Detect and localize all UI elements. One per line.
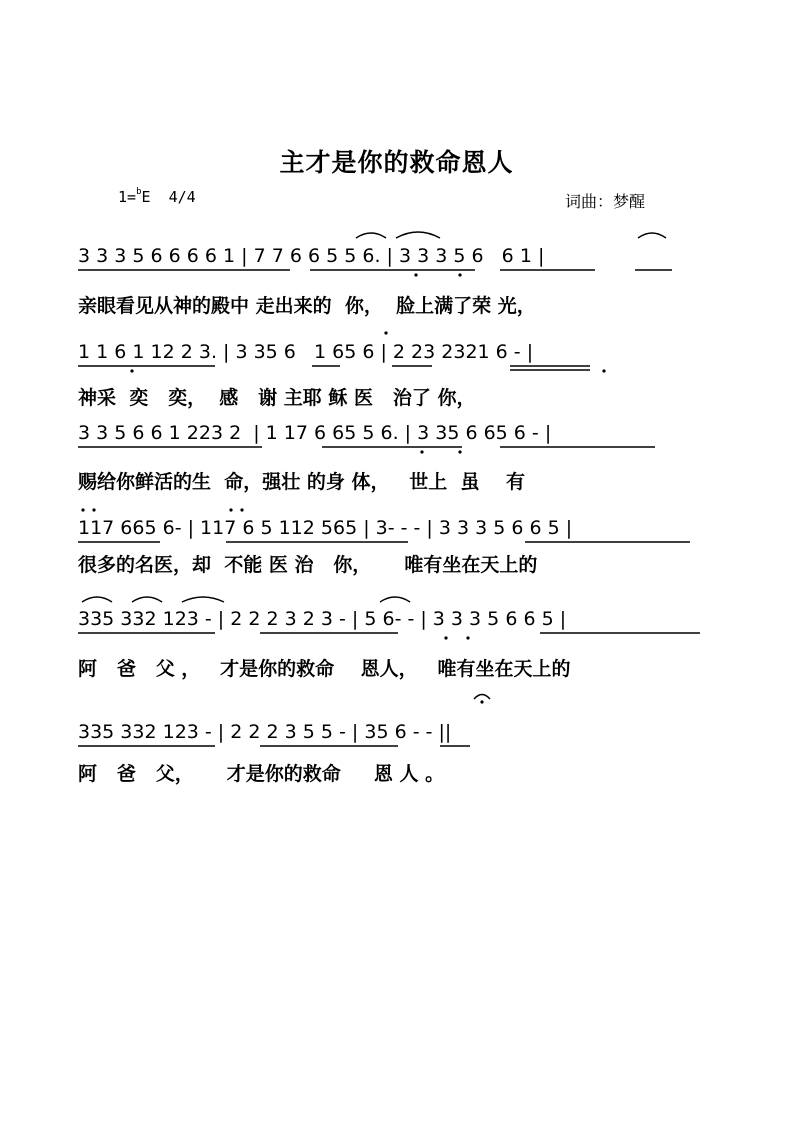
time-signature: 4/4 xyxy=(168,188,196,206)
slur xyxy=(182,597,224,602)
low-octave-dot xyxy=(458,450,461,453)
slur xyxy=(132,597,162,602)
slur xyxy=(82,597,112,602)
notation-line-4: 117 665 6- | 117 6 5 112 565 | 3- - - | 3 3 3 5 6 6 5 | xyxy=(78,517,573,539)
lyric-line-5: 阿 爸 父 ， 才是你的救命 恩人， 唯有坐在天上的 xyxy=(78,658,571,680)
key-prefix: 1= xyxy=(118,188,137,206)
fermata-dot xyxy=(480,700,483,703)
credits: 词曲：梦醒 xyxy=(565,192,646,211)
key-signature xyxy=(118,188,196,206)
high-octave-dot xyxy=(229,508,232,511)
low-octave-dot xyxy=(458,273,461,276)
slur xyxy=(396,232,440,238)
fermata xyxy=(474,695,490,700)
notation-line-1: 3 3 3 5 6 6 6 6 1 | 7 7 6 6 5 5 6. | 3 3 3 5 6 6 1 | xyxy=(78,245,545,267)
high-octave-dot xyxy=(240,508,243,511)
lyric-line-4: 很多的名医，却 不能 医 治 你， 唯有坐在天上的 xyxy=(78,554,538,576)
high-octave-dot xyxy=(92,508,95,511)
slur xyxy=(356,233,386,238)
song-title: 主才是你的救命恩人 xyxy=(279,148,514,177)
low-octave-dot xyxy=(444,636,447,639)
low-octave-dot xyxy=(414,273,417,276)
slur xyxy=(638,233,666,238)
key-note: E xyxy=(141,188,151,206)
notation-line-6: 335 332 123 - | 2 2 2 3 5 5 - | 35 6 - - || xyxy=(78,721,452,743)
notation-line-3: 3 3 5 6 6 1 223 2 | 1 17 6 65 5 6. | 3 35 6 65 6 - | xyxy=(78,422,552,444)
low-octave-dot xyxy=(130,369,133,372)
lyric-line-2: 神采 奕 奕， 感 谢 主耶 稣 医 治了 你， xyxy=(78,387,476,409)
notation-line-5: 335 332 123 - | 2 2 2 3 2 3 - | 5 6- - | 3 3 3 5 6 6 5 | xyxy=(78,608,567,630)
lyric-line-3: 赐给你鲜活的生 命，强壮 的身 体， 世上 虽 有 xyxy=(78,471,525,493)
flat-sign: b xyxy=(136,187,142,197)
lyric-line-1: 亲眼看见从神的殿中 走出来的 你， 脸上满了荣 光， xyxy=(78,295,536,317)
low-octave-dot xyxy=(602,369,605,372)
notation-line-2: 1 1 6 1 12 2 3. | 3 35 6 1 65 6 | 2 23 2321 6 - | xyxy=(78,341,534,363)
high-octave-dot xyxy=(81,508,84,511)
low-octave-dot xyxy=(420,450,423,453)
slur xyxy=(380,597,410,602)
high-octave-dot xyxy=(384,331,387,334)
lyric-line-6: 阿 爸 父， 才是你的救命 恩 人 。 xyxy=(78,763,445,785)
low-octave-dot xyxy=(466,636,469,639)
